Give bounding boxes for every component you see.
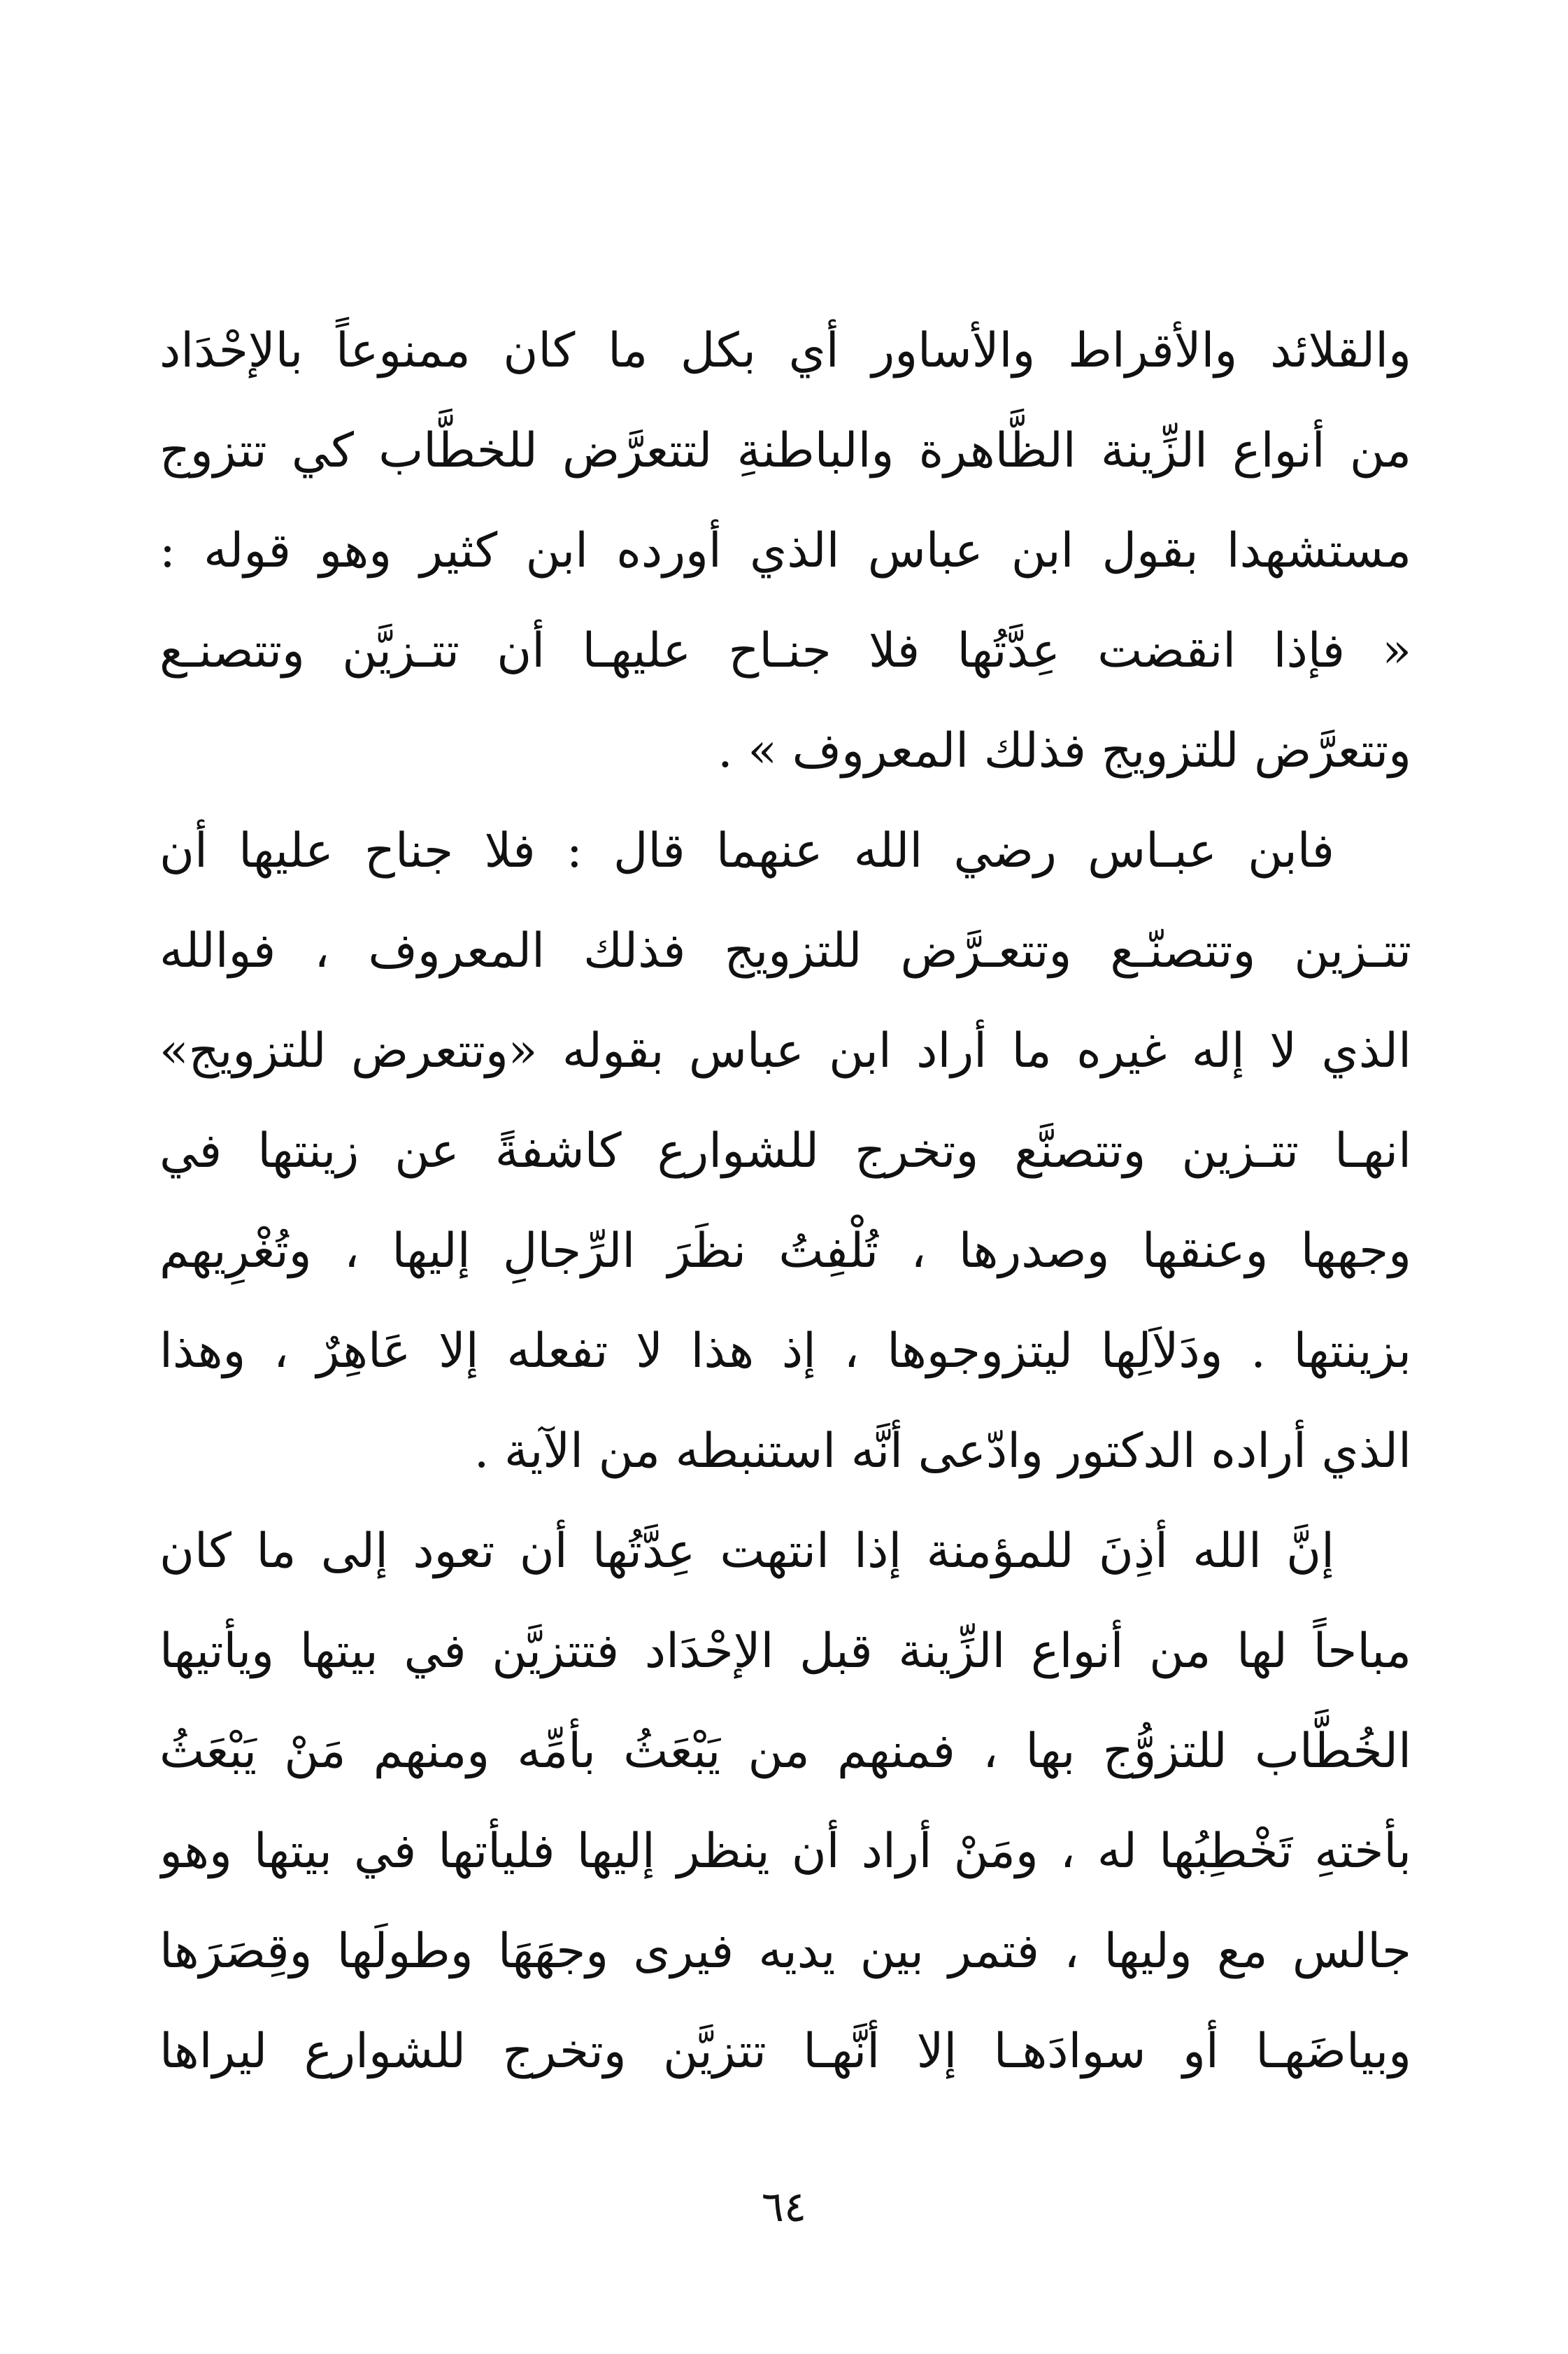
body-text [159,301,1411,2101]
text-line: تتـزين وتتصنّـع وتتعـرَّض للتزويج فذلك المعروف ، فوالله [159,923,1411,979]
text-line: بأختهِ تَخْطِبُها له ، ومَنْ أراد أن ينظر إليها فليأتها في بيتها وهو [159,1824,1411,1879]
text-line: « فإذا انقضت عِدَّتُها فلا جنـاح عليهـا أن تتـزيَّن وتتصنـع [159,623,1411,679]
text-line: وجهها وعنقها وصدرها ، تُلْفِتُ نظَرَ الرِّجالِ إليها ، وتُغْرِيهم [159,1224,1411,1279]
text-line: وبياضَهـا أو سوادَهـا إلا أنَّهـا تتزيَّن وتخرج للشوارع ليراها [159,2024,1411,2079]
text-line: الخُطَّاب للتزوُّج بها ، فمنهم من يَبْعَثُ بأمِّه ومنهم مَنْ يَبْعَثُ [159,1724,1411,1779]
text-line: جالس مع وليها ، فتمر بين يديه فيرى وجهَهَا وطولَها وقِصَرَها [159,1924,1411,1979]
text-line: الذي أراده الدكتور وادّعى أنَّه استنبطه من الآية . [473,1424,1411,1479]
text-line: وتتعرَّض للتزويج فذلك المعروف » . [718,723,1411,779]
text-line: مباحاً لها من أنواع الزِّينة قبل الإحْدَاد فتتزيَّن في بيتها ويأتيها [159,1624,1411,1679]
text-line: الذي لا إله غيره ما أراد ابن عباس بقوله «وتتعرض للتزويج» [159,1023,1411,1079]
text-line: إنَّ الله أذِنَ للمؤمنة إذا انتهت عِدَّتُها أن تعود إلى ما كان [159,1524,1334,1579]
text-line: بزينتها . ودَلاَلِها ليتزوجوها ، إذ هذا لا تفعله إلا عَاهِرٌ ، وهذا [159,1324,1411,1379]
text-line: من أنواع الزِّينة الظَّاهرة والباطنةِ لتتعرَّض للخطَّاب كي تتزوج [159,423,1411,478]
text-line: فابن عبـاس رضي الله عنهما قال : فلا جناح عليها أن [159,823,1334,879]
page-number: ٦٤ [761,2183,807,2232]
text-line: والقلائد والأقراط والأساور أي بكل ما كان ممنوعاً بالإحْدَاد [159,323,1411,378]
text-line: انهـا تتـزين وتتصنَّع وتخرج للشوارع كاشفةً عن زينتها في [159,1123,1411,1179]
text-line: مستشهدا بقول ابن عباس الذي أورده ابن كثير وهو قوله : [159,523,1411,579]
